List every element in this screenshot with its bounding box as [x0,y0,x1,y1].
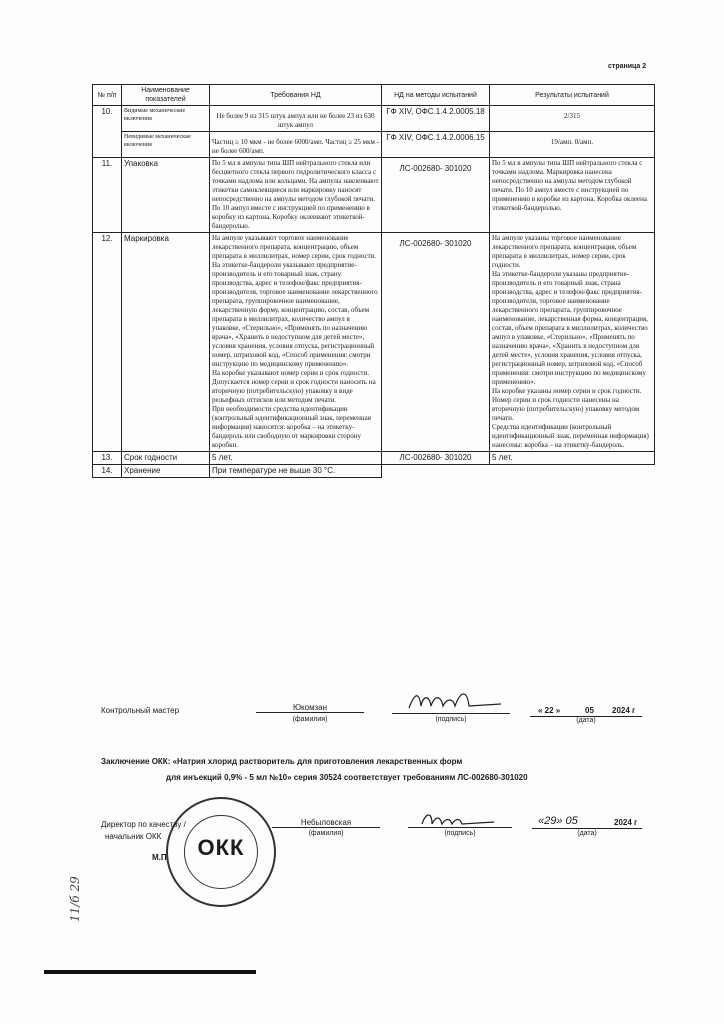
control-date-month: 05 [585,706,594,715]
requirement-text: Не более 9 из 315 штук ампул или не более 23 из 630 штук ампул [210,106,382,132]
test-method: ГФ XIV, ОФС.1.4.2.0005.18 [382,106,490,132]
table-row [93,233,655,452]
result-paragraph: На ампуле указаны торговое наименование лекарственного препарата, концентрация, объем препарата в миллилитрах, номер серии, срок годности. [492,234,637,269]
control-master-label: Контрольный мастер [101,706,180,715]
requirement-text: По 5 мл в ампулы типа ШП нейтрального стекла или бесцветного стекла первого гидролитического класса с точками надлома или кольцами. На ампулы наклеивают этикетки самоклеящиеся или маркировку наносят непосредственно на ампулы методом глубокой печати. По 10 ампул вместе с инструкцией по применению в коробку из картона. Коробку оклеивают этикеткой-бандеролью. [210,158,382,233]
empty-cell [382,465,490,478]
header-number: № п/п [93,85,122,106]
director-date: «29» 05 [538,815,578,827]
control-date-day: « 22 » [538,706,561,715]
header-results: Результаты испытаний [490,85,655,106]
header-requirements: Требования НД [210,85,382,106]
requirement-paragraph: На ампуле указывают торговое наименование лекарственного препарата, концентрацию, объем препарата в миллилитрах, номер серии, срок годности. [212,234,377,260]
control-master-name: Юкомзан [256,703,364,713]
indicator-name: Невидимые механические включения [122,132,210,158]
signature-caption: (подпись) [435,716,467,723]
row-number: 14. [93,465,122,478]
director-date-year: 2024 г [614,818,638,827]
requirement-text: При температуре не выше 30 °С. [210,465,382,478]
empty-cell [490,465,655,478]
signature-scribble [405,686,505,716]
indicator-name: Упаковка [122,158,210,233]
result-paragraph: На коробке указаны номер серии и срок годности. [492,387,642,395]
date-line [532,828,642,829]
okk-stamp [166,797,276,907]
result-paragraph: На этикетке-бандероли указаны предприятие-производитель и его товарный знак, страна производства, адрес и телефон/факс предприятия-производителя, торговое наименование лекарственного препарата, группировочное наименование, лекарственная форма, концентрация, состав, объем препарата в миллилитрах, количество ампул в упаковке, «Стерильно», «Применять по назначению врача», «Хранить в недоступном для детей месте», условия хранения, условия отпуска, регистрационный номер, штриховой код, «Способ применения: смотри инструкцию по медицинскому применению». [492,270,648,386]
table-row [93,106,655,132]
specification-table [92,84,655,478]
date-caption: (дата) [576,717,596,724]
conclusion-line-1: Заключение ОКК: «Натрия хлорид растворитель для приготовления лекарственных форм [101,757,463,766]
result-paragraph: Средства идентификации (контрольный идентификационный знак, переменная информация) нанесены: коробка – на этикетку-бандероль. [492,423,649,449]
indicator-name: Срок годности [122,452,210,465]
result-paragraph: Номер серии и срок годности нанесены на вторичную (потребительскую) упаковку методом печати. [492,396,640,422]
requirement-text: 5 лет. [210,452,382,465]
requirement-paragraph: Допускается номер серии и срок годности наносить на вторичную (потребительскую) упаковку в виде рельефных оттисков или методом печати. [212,378,376,404]
requirement-text: Частиц ≥ 10 мкм - не более 6000/амп. Частиц ≥ 25 мкм - не более 600/амп. [210,132,382,158]
director-label-2: начальник ОКК [105,832,162,841]
row-number: 13. [93,452,122,465]
director-name: Небыловская [272,818,380,828]
signature-caption: (подпись) [444,830,476,837]
table-row [93,132,655,158]
result-value: 19/амп. 0/амп. [490,132,655,158]
requirement-paragraph: При необходимости средства идентификации (контрольный идентификационный знак, переменная информация) наносятся: коробка – на этикетку-бандероль или свободную от маркировки сторону коробки. [212,405,371,449]
table-row [93,465,655,478]
margin-note: 11/б 29 [68,876,82,922]
result-value: 5 лет. [490,452,655,465]
indicator-name: Хранение [122,465,210,478]
page-number: страница 2 [608,63,647,70]
date-caption: (дата) [577,830,597,837]
test-method: ЛС-002680- 301020 [382,233,490,452]
indicator-name: Маркировка [122,233,210,452]
header-test-methods: НД на методы испытаний [382,85,490,106]
requirement-paragraph: На этикетке-бандероли указывают предприятие-производитель и его товарный знак, страну производства, адрес и телефон/факс предприятия-производителя, торговое наименование лекарственного препарата, группировочное наименование, лекарственную форму, концентрацию, состав, объем препарата в миллилитрах, количество ампул в упаковке, «Стерильно», «Применять по назначению врача», «Хранить в недоступном для детей месте», условия хранения, условия отпуска, регистрационный номер, штриховой код, «Способ применения: смотри инструкцию по медицинскому применению». [212,261,378,368]
director-signature-scribble [418,808,498,830]
row-number: 11. [93,158,122,233]
table-row [93,158,655,233]
name-caption: (фамилия) [308,830,344,837]
test-method: ГФ XIV, ОФС.1.4.2.0006.15 [382,132,490,158]
row-number: 12. [93,233,122,452]
seal-place-label: М.П. [152,853,169,862]
control-date-year: 2024 г [612,706,636,715]
test-method: ЛС-002680- 301020 [382,452,490,465]
result-value: По 5 мл в ампулы типа ШП нейтрального стекла с точками надлома. Маркировка нанесена непосредственно на ампулы методом глубокой печати. По 10 ампул вместе с инструкцией по применению в коробке из картона. Коробка оклеена этикеткой-бандеролью. [490,158,655,233]
requirement-paragraph: На коробке указывают номер серии и срок годности. [212,369,370,377]
requirement-cell [210,233,382,452]
table-row [93,452,655,465]
conclusion-line-2: для инъекций 0,9% - 5 мл №10» серия 30524 соответствует требованиям ЛС-002680-301020 [166,773,528,782]
result-value: 2/315 [490,106,655,132]
header-name: Наименование показателей [122,85,210,106]
bottom-rule [44,970,256,974]
stamp-text: ОКК [197,835,245,860]
test-method: ЛС-002680- 301020 [382,158,490,233]
table-header-row [93,85,655,106]
director-label: Директор по качеству / [101,820,186,829]
row-number: 10. [93,106,122,158]
result-cell [490,233,655,452]
indicator-name: Видимые механические включения [122,106,210,132]
name-caption: (фамилия) [292,716,328,723]
